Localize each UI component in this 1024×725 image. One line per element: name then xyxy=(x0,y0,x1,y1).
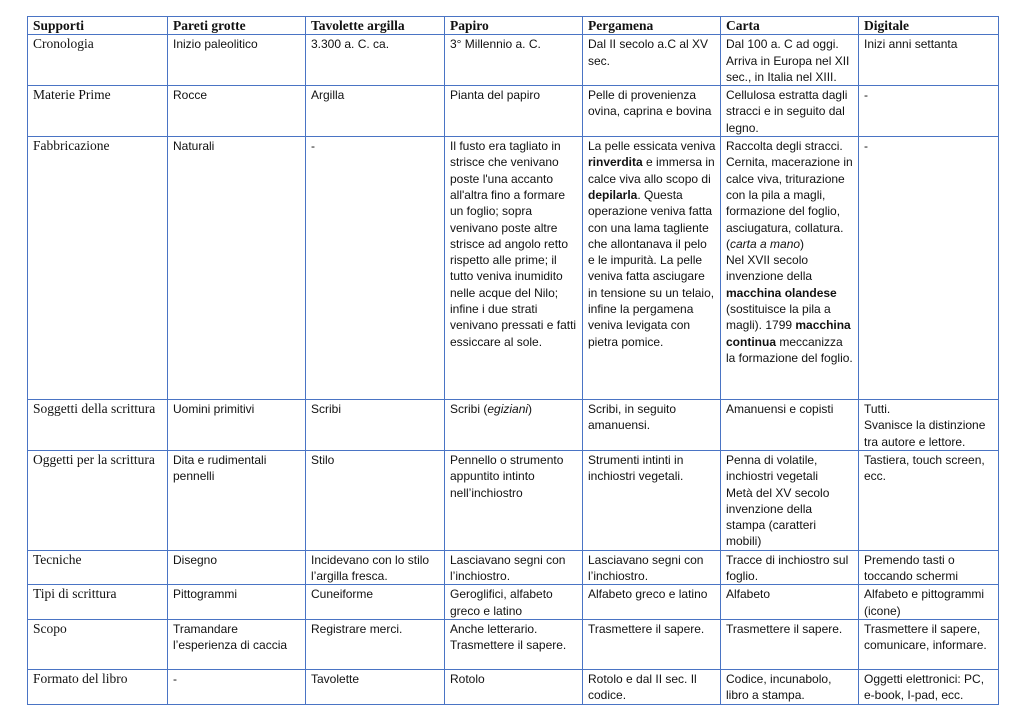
table-cell: Registrare merci. xyxy=(306,619,445,669)
table-row xyxy=(28,400,999,451)
text-run: Raccolta degli stracci. Cernita, macerazione in calce viva, triturazione con la pila a magli, formazione del foglio, asciugatura, collatura. ( xyxy=(726,139,853,251)
table-cell: Dita e rudimentali pennelli xyxy=(168,450,306,550)
table-cell: Scribi, in seguito amanuensi. xyxy=(583,400,721,451)
table-cell: Geroglifici, alfabeto greco e latino xyxy=(445,585,583,620)
table-cell: Codice, incunabolo, libro a stampa. xyxy=(721,669,859,704)
table-cell: Dal 100 a. C ad oggi. Arriva in Europa nel XII sec., in Italia nel XIII. xyxy=(721,35,859,86)
table-cell: Lasciavano segni con l’inchiostro. xyxy=(445,550,583,585)
table-cell: Strumenti intinti in inchiostri vegetali. xyxy=(583,450,721,550)
text-run: e immersa in calce viva allo scopo di xyxy=(588,155,715,186)
table-row xyxy=(28,669,999,704)
text-run: Trasmettere il sapere. xyxy=(450,638,567,653)
table-cell: 3° Millennio a. C. xyxy=(445,35,583,86)
table-cell: Tramandare l’esperienza di caccia xyxy=(168,619,306,669)
table-cell: Inizi anni settanta xyxy=(859,35,999,86)
table-cell xyxy=(721,450,859,550)
row-header-scopo: Scopo xyxy=(28,619,168,669)
table-cell: Alfabeto xyxy=(721,585,859,620)
text-run: Anche letterario. xyxy=(450,621,538,636)
table-cell: Rocce xyxy=(168,86,306,137)
table-cell xyxy=(445,619,583,669)
row-header-materie-prime: Materie Prime xyxy=(28,86,168,137)
bold-text: rinverdita xyxy=(588,155,643,170)
row-header-tecniche: Tecniche xyxy=(28,550,168,585)
header-cell-digitale: Digitale xyxy=(859,17,999,35)
table-row xyxy=(28,86,999,137)
table-cell xyxy=(583,137,721,400)
text-run: La pelle essicata veniva xyxy=(588,139,716,154)
text-run: ) xyxy=(528,402,533,417)
table-cell: Pelle di provenienza ovina, caprina e bovina xyxy=(583,86,721,137)
table-cell: Incidevano con lo stilo l’argilla fresca. xyxy=(306,550,445,585)
table-cell: Rotolo xyxy=(445,669,583,704)
row-header-formato-del-libro: Formato del libro xyxy=(28,669,168,704)
text-run: Tutti. xyxy=(864,402,891,417)
table-cell: Cuneiforme xyxy=(306,585,445,620)
text-run: meccanizza la formazione del foglio. xyxy=(726,334,853,365)
text-run: Metà del XV secolo invenzione della stampa (caratteri mobili) xyxy=(726,485,830,549)
header-row xyxy=(28,17,999,35)
row-header-fabbricazione: Fabbricazione xyxy=(28,137,168,400)
table-cell: Alfabeto greco e latino xyxy=(583,585,721,620)
table-cell xyxy=(859,400,999,451)
table-cell: - xyxy=(859,137,999,400)
table-cell: - xyxy=(306,137,445,400)
table-cell: Alfabeto e pittogrammi (icone) xyxy=(859,585,999,620)
table-cell: Tavolette xyxy=(306,669,445,704)
table-cell: 3.300 a. C. ca. xyxy=(306,35,445,86)
table-cell: - xyxy=(168,669,306,704)
table-cell: Dal II secolo a.C al XV sec. xyxy=(583,35,721,86)
header-cell-pareti-grotte: Pareti grotte xyxy=(168,17,306,35)
row-header-oggetti-per-la-scrittura: Oggetti per la scrittura xyxy=(28,450,168,550)
table-cell: Argilla xyxy=(306,86,445,137)
table-cell: Inizio paleolitico xyxy=(168,35,306,86)
table-cell: Tracce di inchiostro sul foglio. xyxy=(721,550,859,585)
table-cell: Stilo xyxy=(306,450,445,550)
row-header-cronologia: Cronologia xyxy=(28,35,168,86)
table-cell: - xyxy=(859,86,999,137)
table-cell: Il fusto era tagliato in strisce che venivano poste l'una accanto all'altra fino a formare un foglio; sopra venivano poste altre strisce ad angolo retto rispetto alle prime; il tutto veniva inumidito nelle acque del Nilo; infine i due strati venivano pressati e fatti essiccare al sole. xyxy=(445,137,583,400)
table-cell: Scribi xyxy=(306,400,445,451)
table-cell: Amanuensi e copisti xyxy=(721,400,859,451)
table-row xyxy=(28,585,999,620)
table-cell: Pianta del papiro xyxy=(445,86,583,137)
text-run: Penna di volatile, inchiostri vegetali xyxy=(726,452,819,484)
table-row xyxy=(28,450,999,550)
table-cell: Oggetti elettronici: PC, e-book, I-pad, ecc. xyxy=(859,669,999,704)
table-row xyxy=(28,137,999,400)
text-run: Svanisce la distinzione tra autore e lettore. xyxy=(864,418,986,449)
text-run: . Questa operazione veniva fatta con una lama tagliente che allontanava il pelo e le impurità. La pelle veniva fatta asciugare in tensione su un telaio, infine la pergamena veniva levigata con pietra pomice. xyxy=(588,187,715,349)
table-cell: Premendo tasti o toccando schermi xyxy=(859,550,999,585)
table-row xyxy=(28,35,999,86)
table-row xyxy=(28,619,999,669)
table-row xyxy=(28,550,999,585)
header-cell-carta: Carta xyxy=(721,17,859,35)
table-cell: Naturali xyxy=(168,137,306,400)
header-cell-supporti: Supporti xyxy=(28,17,168,35)
table-body xyxy=(28,35,999,704)
text-run: (sostituisce la pila a magli). 1799 xyxy=(726,302,831,333)
row-header-soggetti-della-scrittura: Soggetti della scrittura xyxy=(28,400,168,451)
comparison-table xyxy=(27,16,999,705)
table-cell: Uomini primitivi xyxy=(168,400,306,451)
header-cell-tavolette-argilla: Tavolette argilla xyxy=(306,17,445,35)
bold-text: depilarla xyxy=(588,187,638,202)
italic-text: carta a mano xyxy=(730,236,801,251)
bold-text: macchina continua xyxy=(726,318,851,349)
text-run: Scribi ( xyxy=(450,402,488,417)
bold-text: macchina olandese xyxy=(726,285,837,300)
table-cell: Cellulosa estratta dagli stracci e in seguito dal legno. xyxy=(721,86,859,137)
table-cell: Trasmettere il sapere, comunicare, informare. xyxy=(859,619,999,669)
text-run: Nel XVII secolo invenzione della xyxy=(726,253,813,284)
table-cell xyxy=(445,400,583,451)
header-cell-papiro: Papiro xyxy=(445,17,583,35)
table-cell: Rotolo e dal II sec. Il codice. xyxy=(583,669,721,704)
table-cell: Pittogrammi xyxy=(168,585,306,620)
table-cell: Lasciavano segni con l’inchiostro. xyxy=(583,550,721,585)
header-cell-pergamena: Pergamena xyxy=(583,17,721,35)
table-cell: Pennello o strumento appuntito intinto nell’inchiostro xyxy=(445,450,583,550)
table-cell xyxy=(721,137,859,400)
table-cell: Trasmettere il sapere. xyxy=(721,619,859,669)
table-cell: Disegno xyxy=(168,550,306,585)
table-cell: Trasmettere il sapere. xyxy=(583,619,721,669)
italic-text: egiziani xyxy=(487,402,529,417)
row-header-tipi-di-scrittura: Tipi di scrittura xyxy=(28,585,168,620)
table-cell: Tastiera, touch screen, ecc. xyxy=(859,450,999,550)
text-run: ) xyxy=(800,236,805,251)
